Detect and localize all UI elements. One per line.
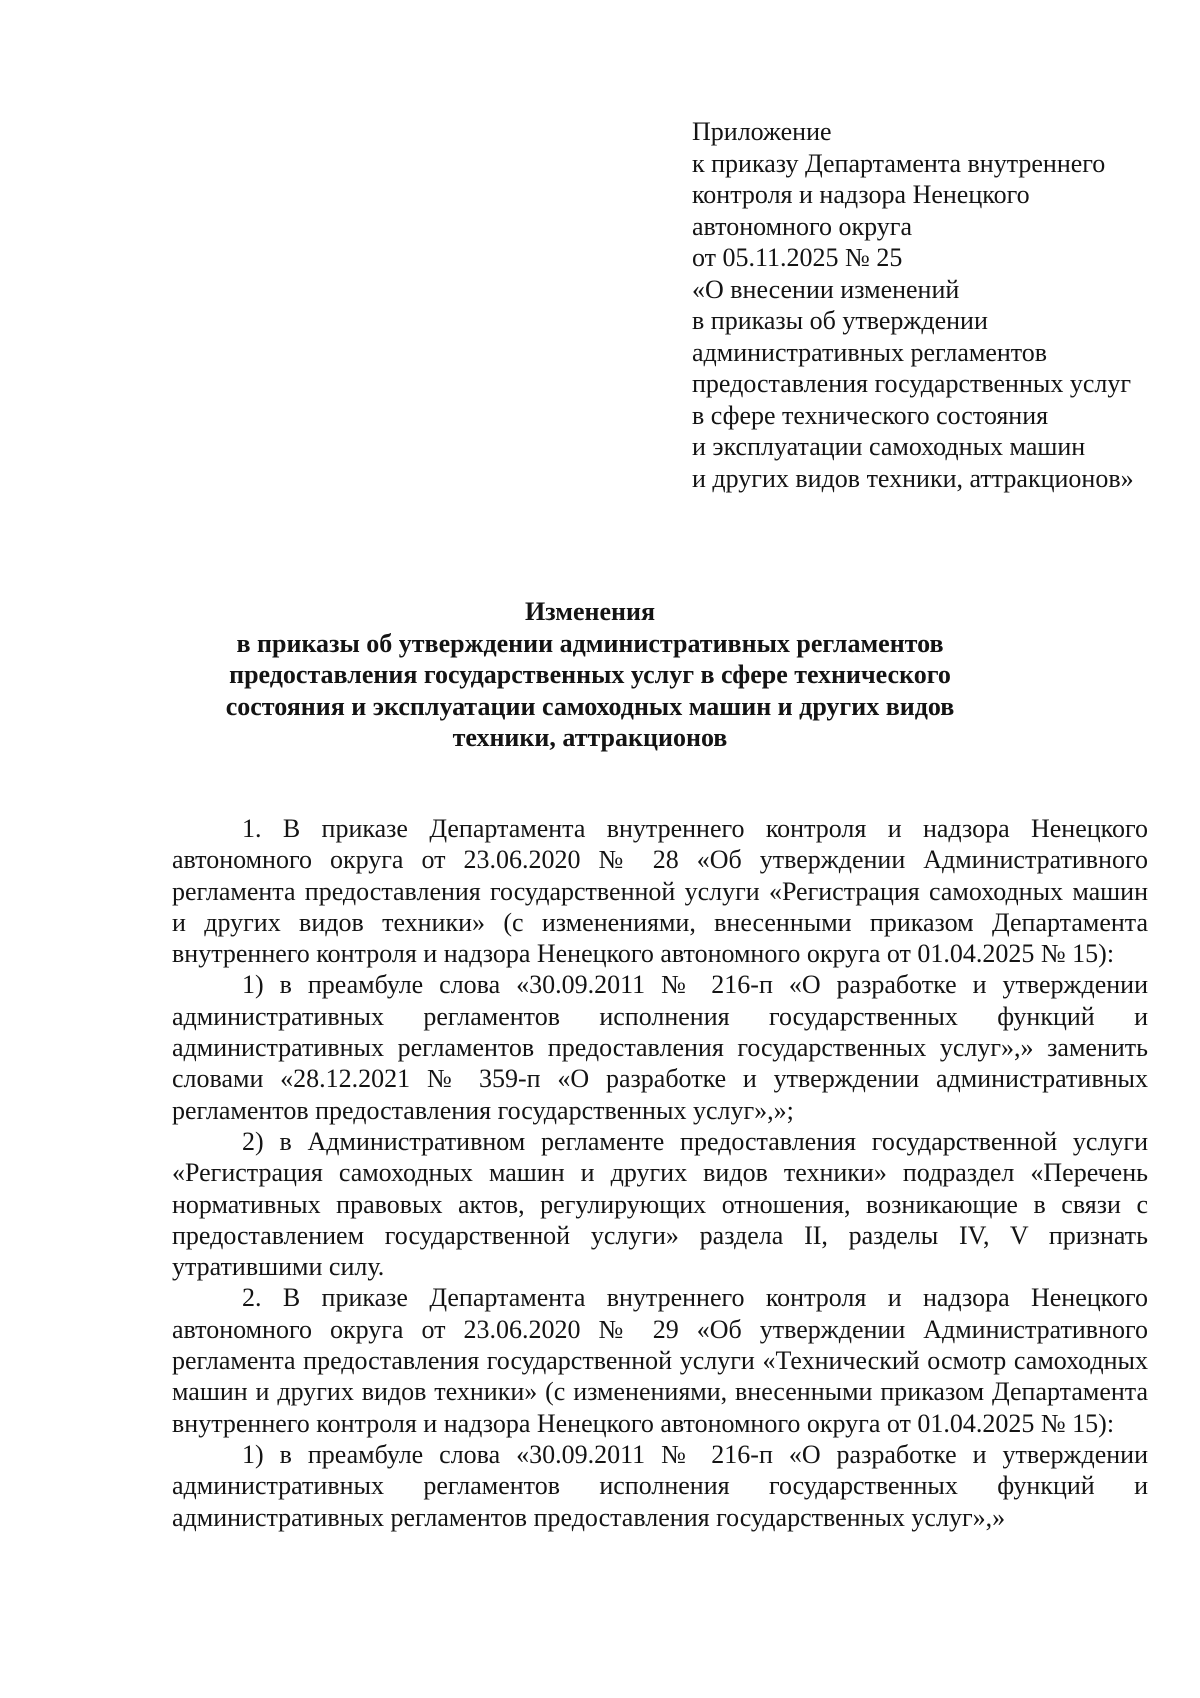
appendix-line: «О внесении изменений [692, 274, 960, 304]
paragraph-1-item-2: 2) в Административном регламенте предоставления государственной услуги «Регистрация самоходных машин и других видов техники» подраздел «Перечень нормативных правовых актов, регулирующих отношения, возникающие в связи с предоставлением государственной услуги» раздела II, разделы IV, V признать утратившими силу. [172, 1126, 1148, 1282]
appendix-line: в сфере технического состояния [692, 400, 1049, 430]
appendix-line: к приказу Департамента внутреннего [692, 148, 1106, 178]
appendix-line: административных регламентов [692, 337, 1048, 367]
appendix-line: автономного округа [692, 211, 912, 241]
appendix-line: от 05.11.2025 № 25 [692, 243, 903, 272]
title-line: предоставления государственных услуг в сфере технического [229, 660, 951, 689]
paragraph-2-item-1: 1) в преамбуле слова «30.09.2011 № 216-п «О разработке и утверждении административных регламентов исполнения государственных функций и административных регламентов предоставления государственных услуг»,» [172, 1439, 1148, 1532]
appendix-line: предоставления государственных услуг [692, 369, 1132, 398]
title-line: Изменения [524, 597, 656, 626]
appendix-header [692, 116, 1172, 494]
paragraph-1: 1. В приказе Департамента внутреннего контроля и надзора Ненецкого автономного округа от 23.06.2020 № 28 «Об утверждении Административного регламента предоставления государственной услуги «Регистрация самоходных машин и других видов техники» (с изменениями, внесенными приказом Департамента внутреннего контроля и надзора Ненецкого автономного округа от 01.04.2025 № 15): [172, 814, 1148, 969]
title-line: техники, аттракционов [452, 723, 728, 752]
appendix-line: Приложение [692, 117, 832, 146]
title-line: в приказы об утверждении административных регламентов [236, 628, 944, 658]
title-line: состояния и эксплуатации самоходных машин и других видов [225, 691, 955, 721]
appendix-line: контроля и надзора Ненецкого [692, 180, 1030, 209]
appendix-line: и других видов техники, аттракционов» [692, 463, 1134, 493]
document-body [172, 813, 1148, 1533]
paragraph-2: 2. В приказе Департамента внутреннего контроля и надзора Ненецкого автономного округа от 23.06.2020 № 29 «Об утверждении Административного регламента предоставления государственной услуги «Технический осмотр самоходных машин и других видов техники» (с изменениями, внесенными приказом Департамента внутреннего контроля и надзора Ненецкого автономного округа от 01.04.2025 № 15): [172, 1283, 1148, 1438]
paragraph-1-item-1: 1) в преамбуле слова «30.09.2011 № 216-п «О разработке и утверждении административных регламентов исполнения государственных функций и административных регламентов предоставления государственных услуг»,» заменить словами «28.12.2021 № 359-п «О разработке и утверждении административных регламентов предоставления государственных услуг»,»; [172, 970, 1148, 1125]
appendix-line: в приказы об утверждении [692, 306, 988, 335]
document-title [170, 596, 1010, 754]
appendix-line: и эксплуатации самоходных машин [692, 432, 1086, 461]
